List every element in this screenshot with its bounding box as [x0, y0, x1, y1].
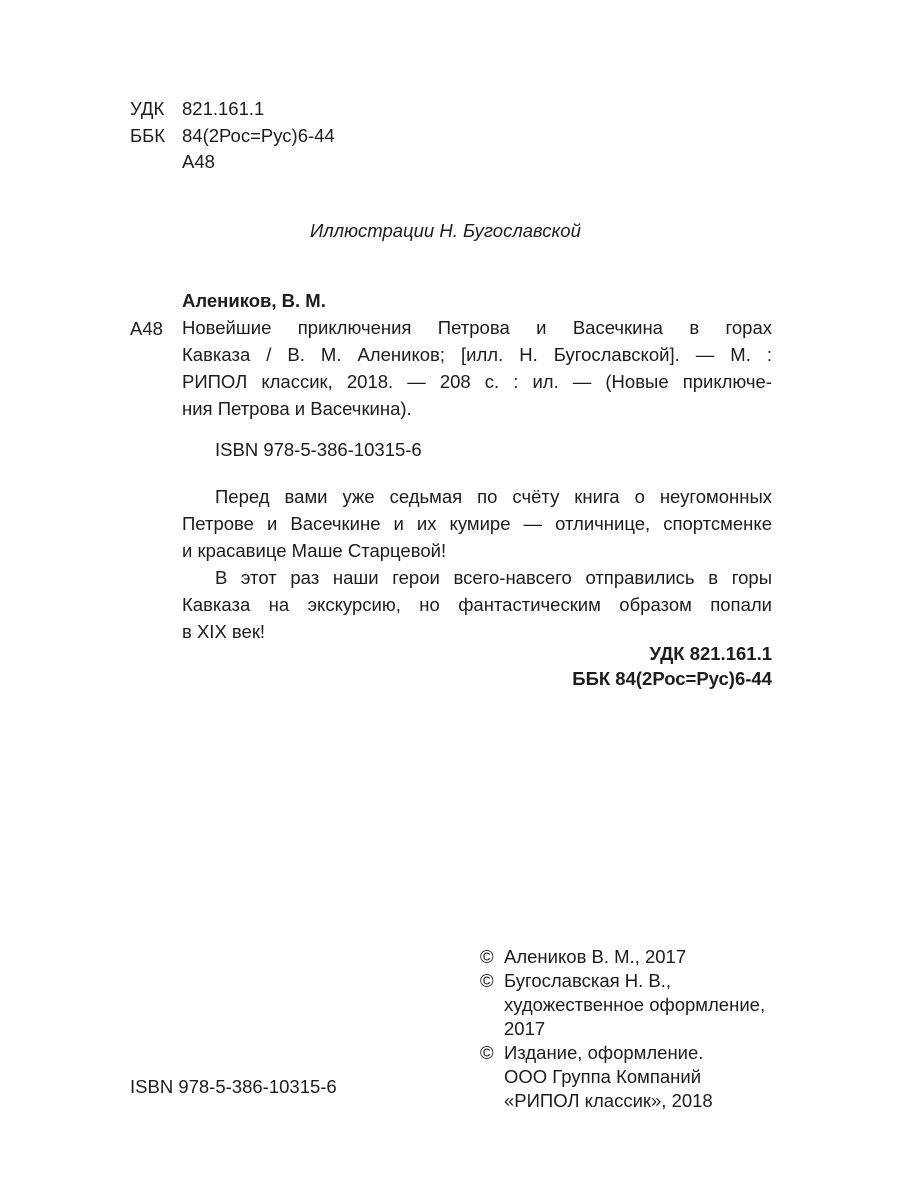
annotation-line: В этот раз наши герои всего-навсего отправились в горы	[215, 567, 772, 588]
bbk-label: ББК	[130, 125, 166, 146]
copyright-line: Издание, оформление.	[504, 1042, 704, 1063]
udk-bottom: УДК 821.161.1	[649, 643, 772, 664]
annotation-line: Перед вами уже седьмая по счёту книга о неугомонных	[215, 486, 772, 507]
entry-author: Алеников, В. М.	[182, 290, 326, 311]
isbn-bottom: ISBN 978-5-386-10315-6	[130, 1076, 337, 1097]
bibliographic-entry	[182, 314, 772, 422]
annotation-line: в XIX век!	[182, 621, 266, 642]
entry-line: Кавказа / В. М. Алеников; [илл. Н. Бугославской]. — М. :	[182, 344, 772, 365]
copyright-line: 2017	[504, 1018, 546, 1039]
copyright-line: ООО Группа Компаний	[504, 1066, 702, 1087]
copyright-item	[480, 945, 800, 969]
annotation	[182, 483, 772, 645]
annotation-line: Кавказа на экскурсию, но фантастическим образом попали	[182, 594, 772, 615]
udk-value: 821.161.1	[182, 98, 265, 119]
entry-line: ния Петрова и Васечкина).	[182, 398, 412, 419]
bbk-bottom: ББК 84(2Рос=Рус)6-44	[572, 668, 772, 689]
copyright-line: Бугославская Н. В.,	[504, 970, 672, 991]
bbk-value: 84(2Рос=Рус)6-44	[182, 125, 335, 146]
copyright-line: художественное оформление,	[504, 994, 766, 1015]
annotation-line: и красавице Маше Старцевой!	[182, 540, 447, 561]
copyright-icon: ©	[480, 1042, 494, 1063]
copyright-icon: ©	[480, 970, 494, 991]
annotation-line: Петрове и Васечкине и их кумире — отличнице, спортсменке	[182, 513, 772, 534]
entry-line: РИПОЛ классик, 2018. — 208 с. : ил. — (Новые приключе-	[182, 371, 772, 392]
copyright-item	[480, 969, 800, 1041]
illustrations-credit: Иллюстрации Н. Бугославской	[310, 220, 581, 241]
copyright-block	[480, 945, 800, 1113]
copyright-item	[480, 1041, 800, 1113]
copyright-icon: ©	[480, 946, 494, 967]
author-sign-top: А48	[182, 151, 215, 172]
entry-author-sign: А48	[130, 318, 163, 339]
copyright-line: Алеников В. М., 2017	[504, 946, 687, 967]
entry-line: Новейшие приключения Петрова и Васечкина в горах	[182, 317, 772, 338]
copyright-line: «РИПОЛ классик», 2018	[504, 1090, 713, 1111]
entry-isbn: ISBN 978-5-386-10315-6	[215, 439, 422, 460]
udk-label: УДК	[130, 98, 165, 119]
